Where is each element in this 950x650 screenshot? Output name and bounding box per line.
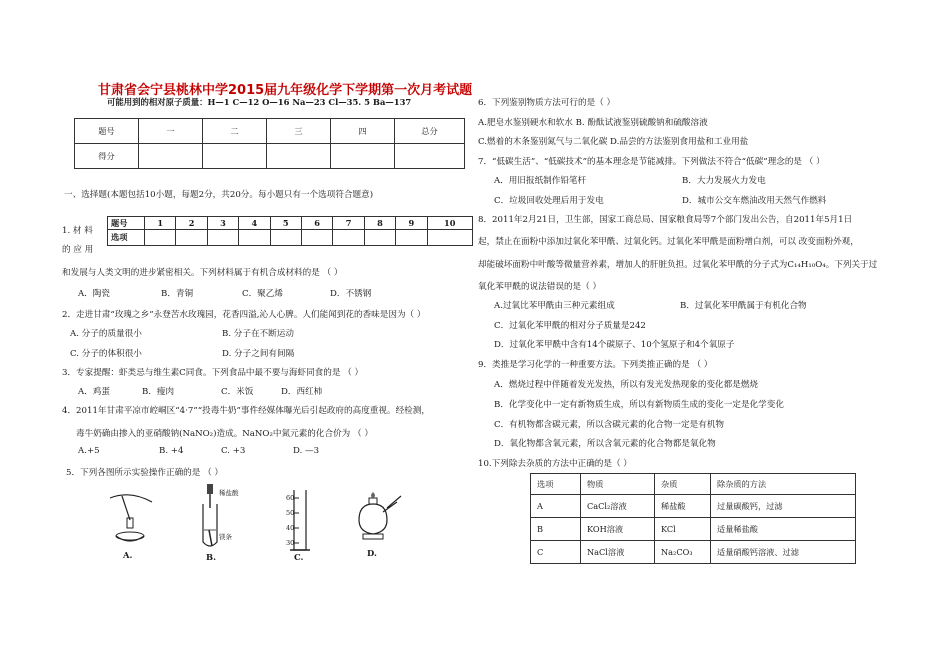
answer-row-label: 选项 [108, 230, 145, 246]
section-heading: 一、选择题(本题包括10小题，每题2分，共20分。每小题只有一个选项符合题意) [64, 190, 374, 200]
impurity-cell: NaCl溶液 [581, 541, 655, 564]
q5-figure-b-label: B. [206, 552, 216, 562]
q4-stem: 毒牛奶确由掺入的亚硝酸钠(NaNO₂)造成。NaNO₂中氮元素的化合价为 （ ） [76, 429, 373, 439]
answer-cell[interactable] [207, 230, 238, 246]
answer-number: 6 [301, 217, 332, 230]
impurity-cell: KCl [655, 518, 711, 541]
q1-option-a: A．陶瓷 [78, 289, 110, 299]
score-cell[interactable] [139, 144, 203, 169]
atomic-masses: 可能用到的相对原子质量：H—1 C—12 O—16 Na—23 Cl—35. 5 Ba—137 [107, 97, 412, 107]
impurity-cell: KOH溶液 [581, 518, 655, 541]
q5-tick: 40 [286, 524, 295, 532]
impurity-cell: 过量碳酸钙，过滤 [711, 495, 856, 518]
q8-stem: 却能破坏面粉中叶酸等微量营养素，增加人的肝脏负担。过氧化苯甲酰的分子式为C₁₄H₁₀O₄。下列关于过 [478, 260, 878, 270]
q8-option-d: D．过氧化苯甲酰中含有14个碳原子、10个氢原子和4个氧原子 [494, 340, 735, 350]
q9-option-c: C．有机物都含碳元素，所以含碳元素的化合物一定是有机物 [494, 420, 725, 430]
score-cell[interactable] [267, 144, 331, 169]
q5-tick: 30 [286, 539, 295, 547]
q7-option-a: A．用旧报纸制作铅笔杆 [494, 176, 587, 186]
impurity-header: 物质 [581, 474, 655, 495]
impurity-header: 杂质 [655, 474, 711, 495]
q2-option-c: C. 分子的体积很小 [70, 349, 142, 359]
q8-stem: 氧化苯甲酰的说法错误的是（ ） [478, 282, 602, 292]
answer-cell[interactable] [145, 230, 176, 246]
q9-stem: 9．类推是学习化学的一种重要方法。下列类推正确的是 （ ） [478, 360, 713, 370]
q8-option-c: C．过氧化苯甲酰的相对分子质量是242 [494, 321, 646, 331]
answer-number: 7 [333, 217, 364, 230]
answer-cell[interactable] [333, 230, 364, 246]
answer-cell[interactable] [396, 230, 427, 246]
q3-option-a: A．鸡蛋 [78, 387, 110, 397]
impurity-cell: B [531, 518, 581, 541]
answer-cell[interactable] [176, 230, 207, 246]
q5-figure-d-label: D. [367, 548, 377, 558]
impurity-cell: 适量稀盐酸 [711, 518, 856, 541]
answer-number: 2 [176, 217, 207, 230]
answer-number: 8 [364, 217, 395, 230]
q10-stem: 10.下列除去杂质的方法中正确的是（ ） [478, 459, 632, 469]
answer-cell[interactable] [270, 230, 301, 246]
q4-option-a: A.+5 [78, 446, 100, 456]
q1-prefix: 1. 材 料 [62, 226, 93, 236]
q4-stem: 4．2011年甘肃平凉市崆峒区“4·7”“投毒牛奶”事件经媒体曝光后引起政府的高度重视。经检测， [62, 406, 430, 416]
q1-stem: 和发展与人类文明的进步紧密相关。下列材料属于有机合成材料的是 （ ） [62, 268, 343, 278]
impurity-cell: C [531, 541, 581, 564]
score-cell[interactable] [331, 144, 395, 169]
page-title: 甘肃省会宁县桃林中学2015届九年级化学下学期第一次月考试题 [98, 83, 473, 98]
q5-label-acid: 稀盐酸 [219, 489, 239, 497]
answer-number: 1 [145, 217, 176, 230]
answer-number: 5 [270, 217, 301, 230]
q3-option-c: C．米饭 [221, 387, 254, 397]
q9-option-a: A．燃烧过程中伴随着发光发热，所以有发光发热现象的变化都是燃烧 [494, 380, 759, 390]
answer-cell[interactable] [364, 230, 395, 246]
q7-option-c: C．垃圾回收处理后用于发电 [494, 196, 604, 206]
impurity-cell: 适量硝酸钙溶液、过滤 [711, 541, 856, 564]
q7-option-b: B．大力发展火力发电 [682, 176, 766, 186]
score-header: 一 [139, 119, 203, 144]
impurity-header: 选项 [531, 474, 581, 495]
q4-option-d: D. —3 [293, 446, 320, 456]
q5-stem: 5．下列各图所示实验操作正确的是 （ ） [66, 468, 224, 478]
score-cell[interactable] [203, 144, 267, 169]
answer-cell[interactable] [239, 230, 270, 246]
score-cell[interactable] [395, 144, 465, 169]
answer-number: 3 [207, 217, 238, 230]
answer-number: 10 [427, 217, 472, 230]
impurity-cell: A [531, 495, 581, 518]
score-row-label: 得分 [75, 144, 139, 169]
answer-cell[interactable] [427, 230, 472, 246]
q8-stem: 起，禁止在面粉中添加过氧化苯甲酰、过氧化钙。过氧化苯甲酰是面粉增白剂，可以 改变面粉外观， [478, 237, 859, 247]
impurity-cell: 稀盐酸 [655, 495, 711, 518]
score-header: 三 [267, 119, 331, 144]
q1-option-d: D．不锈钢 [330, 289, 372, 299]
q8-stem: 8．2011年2月21日，卫生部，国家工商总局、国家粮食局等7个部门发出公告，自2011年5月1日 [478, 215, 853, 225]
score-header: 总分 [395, 119, 465, 144]
answer-row-label: 题号 [108, 217, 145, 230]
impurity-cell: CaCl₂溶液 [581, 495, 655, 518]
q5-label-mg: 镁条 [219, 533, 232, 541]
q4-option-c: C. +3 [221, 446, 246, 456]
q3-option-d: D．西红柿 [281, 387, 323, 397]
q2-option-a: A. 分子的质量很小 [70, 329, 142, 339]
q1-option-b: B．青铜 [161, 289, 194, 299]
score-header: 题号 [75, 119, 139, 144]
q9-option-b: B．化学变化中一定有新物质生成，所以有新物质生成的变化一定是化学变化 [494, 400, 784, 410]
q5-figure-c-label: C. [294, 552, 304, 562]
q2-option-b: B. 分子在不断运动 [222, 329, 294, 339]
answer-cell[interactable] [301, 230, 332, 246]
q1-option-c: C．聚乙烯 [242, 289, 283, 299]
answer-number: 9 [396, 217, 427, 230]
q2-stem: 2．走进甘肃“玫瑰之乡”永登苦水玫瑰园，花香四溢,沁人心脾。人们能闻到花的香味是因为（ ） [62, 310, 426, 320]
q5-figure-d [345, 490, 405, 550]
q3-stem: 3．专家提醒：虾类忌与维生素C同食。下列食品中最不要与海虾同食的是 （ ） [62, 368, 364, 378]
score-header: 二 [203, 119, 267, 144]
q1-prefix: 的 应 用 [62, 245, 94, 255]
q7-stem: 7．“低碳生活”、“低碳技术”的基本理念是节能减排。下列做法不符合“低碳”理念的是 （ ） [478, 157, 825, 167]
q6-options-cd: C.燃着的木条鉴别氮气与二氧化碳 D.品尝的方法鉴别食用盐和工业用盐 [478, 137, 749, 147]
q6-stem: 6．下列鉴别物质方法可行的是（ ） [478, 98, 616, 108]
q7-option-d: D．城市公交车燃油改用天然气作燃料 [682, 196, 827, 206]
q9-option-d: D．氧化物都含氧元素，所以含氧元素的化合物都是氧化物 [494, 439, 716, 449]
q3-option-b: B．瘦肉 [142, 387, 175, 397]
impurity-header: 除杂质的方法 [711, 474, 856, 495]
score-header: 四 [331, 119, 395, 144]
impurity-table [530, 473, 856, 564]
q6-options-ab: A.肥皂水鉴别硬水和软水 B. 酚酞试液鉴别硫酸钠和硫酸溶液 [478, 118, 708, 128]
answer-table [107, 216, 473, 246]
impurity-cell: Na₂CO₃ [655, 541, 711, 564]
q8-option-b: B．过氧化苯甲酰属于有机化合物 [680, 301, 807, 311]
q8-option-a: A.过氧比苯甲酰由三种元素组成 [494, 301, 615, 311]
score-table [74, 118, 465, 169]
q4-option-b: B. +4 [159, 446, 184, 456]
q5-figure-a-label: A. [123, 550, 133, 560]
answer-number: 4 [239, 217, 270, 230]
q5-tick: 50 [286, 509, 295, 517]
q5-tick: 60 [286, 494, 295, 502]
q2-option-d: D. 分子之间有间隔 [222, 349, 295, 359]
